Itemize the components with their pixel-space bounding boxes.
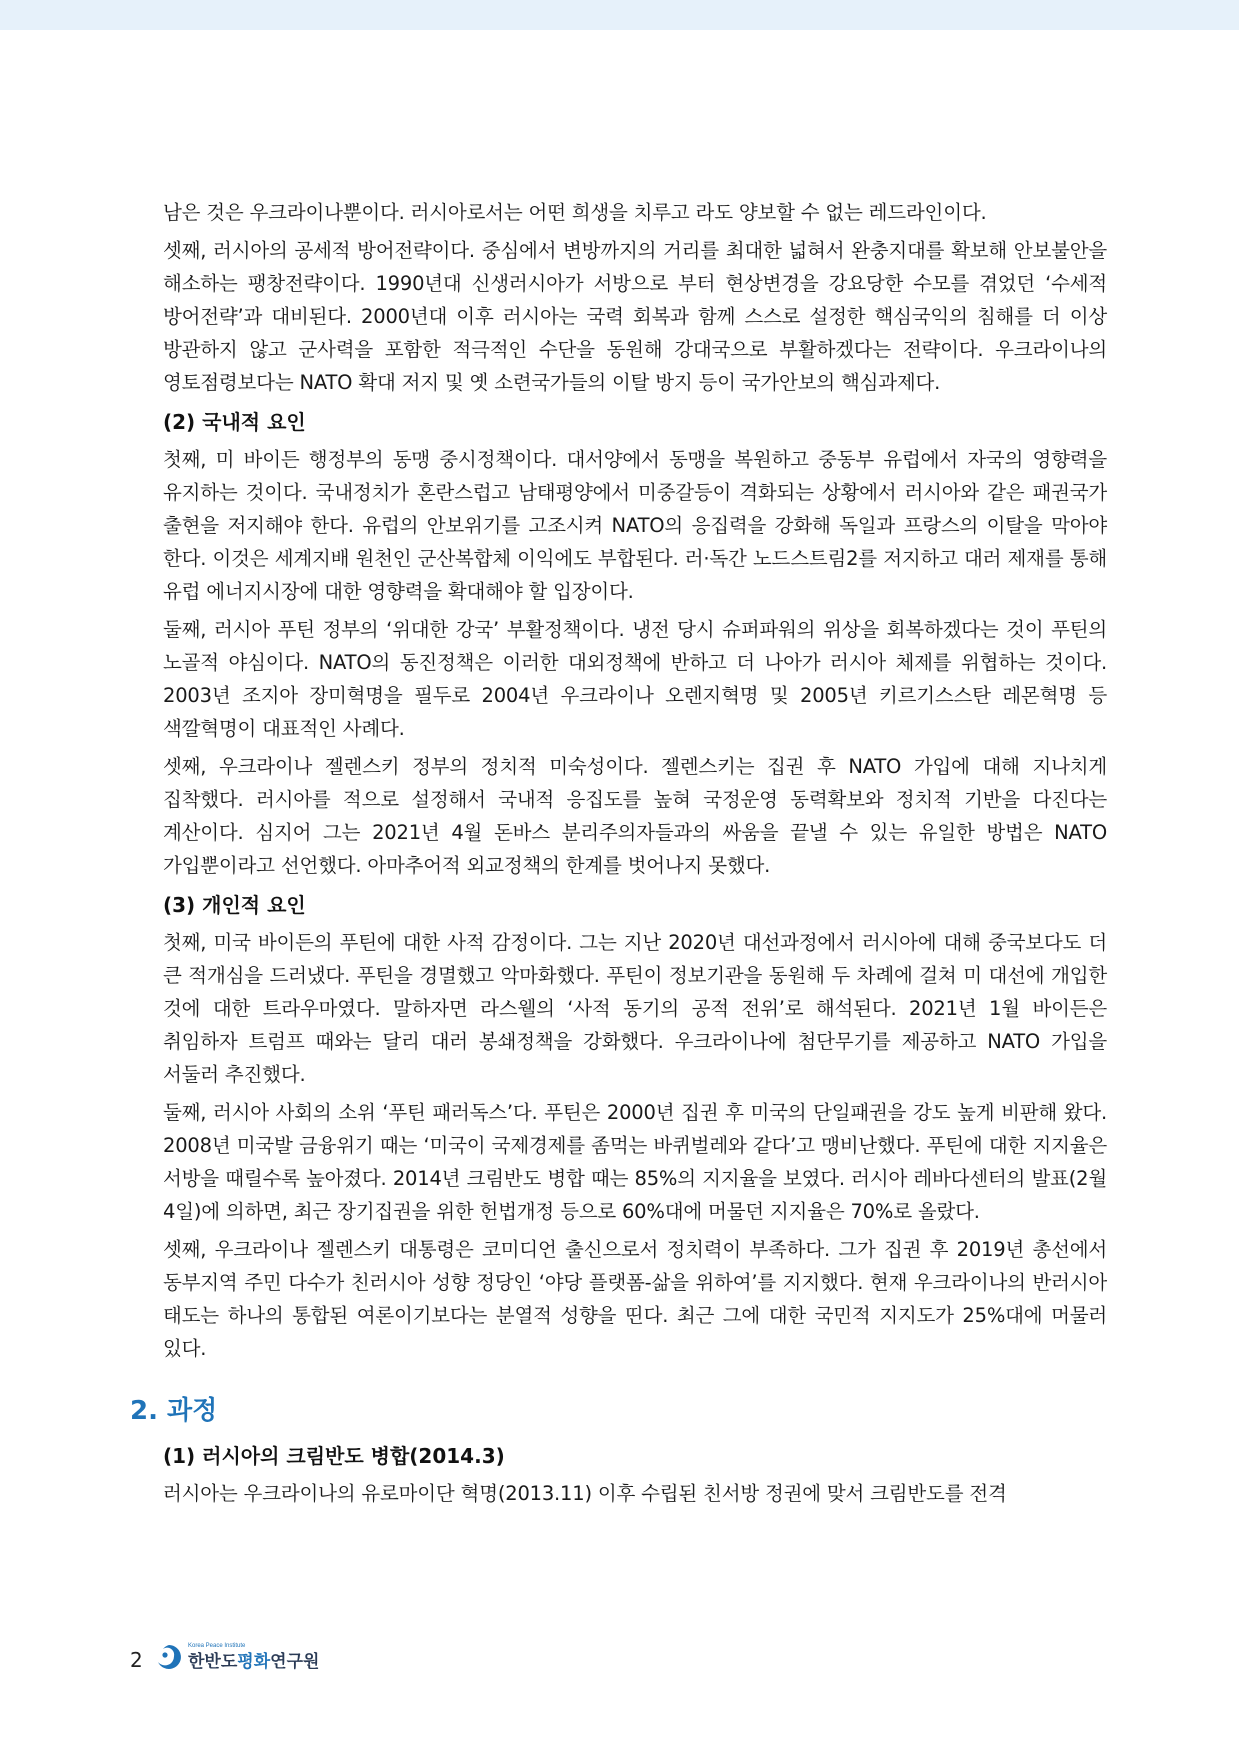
top-band: [0, 0, 1239, 30]
paragraph: 남은 것은 우크라이나뿐이다. 러시아로서는 어떤 희생을 치루고 라도 양보할 수 없는 레드라인이다.: [163, 201, 987, 224]
document-body: [130, 196, 1107, 1515]
page-number: 2: [130, 1648, 143, 1672]
sub-heading-personal: (3) 개인적 요인: [163, 893, 306, 917]
sub-heading-crimea: (1) 러시아의 크림반도 병합(2014.3): [163, 1444, 505, 1468]
logo-korean-text: 한반도평화연구원: [188, 1652, 320, 1672]
sub-heading-domestic: (2) 국내적 요인: [163, 410, 306, 434]
logo-english-text: Korea Peace Institute: [188, 1643, 246, 1649]
institute-logo: [154, 1640, 354, 1680]
peace-swirl-icon: [154, 1642, 184, 1672]
paragraph: 셋째, 우크라이나 젤렌스키 대통령은 코미디언 출신으로서 정치력이 부족하다. 그가 집권 후 2019년 총선에서 동부지역 주민 다수가 친러시아 성향 정당인 ‘야당 플랫폼-삶을 위하여’를 지지했다. 현재 우크라이나의 반러시아 태도는 하나의 통합된 여론이기보다는 분열적 성향을 띤다. 최근 그에 대한 국민적 지지도가 25%대에 머물러 있다.: [163, 1238, 1107, 1360]
paragraph: 첫째, 미 바이든 행정부의 동맹 중시정책이다. 대서양에서 동맹을 복원하고 중동부 유럽에서 자국의 영향력을 유지하는 것이다. 국내정치가 혼란스럽고 남태평양에서 미중갈등이 격화되는 상황에서 러시아와 같은 패권국가 출현을 저지해야 한다. 유럽의 안보위기를 고조시켜 NATO의 응집력을 강화해 독일과 프랑스의 이탈을 막아야 한다. 이것은 세계지배 원천인 군산복합체 이익에도 부합된다. 러·독간 노드스트림2를 저지하고 대러 제재를 통해 유럽 에너지시장에 대한 영향력을 확대해야 할 입장이다.: [163, 448, 1107, 603]
paragraph: 첫째, 미국 바이든의 푸틴에 대한 사적 감정이다. 그는 지난 2020년 대선과정에서 러시아에 대해 중국보다도 더 큰 적개심을 드러냈다. 푸틴을 경멸했고 악마화했다. 푸틴이 정보기관을 동원해 두 차례에 걸쳐 미 대선에 개입한 것에 대한 트라우마였다. 말하자면 라스웰의 ‘사적 동기의 공적 전위’로 해석된다. 2021년 1월 바이든은 취임하자 트럼프 때와는 달리 대러 봉쇄정책을 강화했다. 우크라이나에 첨단무기를 제공하고 NATO 가입을 서둘러 추진했다.: [163, 931, 1107, 1086]
paragraph: 둘째, 러시아 사회의 소위 ‘푸틴 패러독스’다. 푸틴은 2000년 집권 후 미국의 단일패권을 강도 높게 비판해 왔다. 2008년 미국발 금융위기 때는 ‘미국이 국제경제를 좀먹는 바퀴벌레와 같다’고 맹비난했다. 푸틴에 대한 지지율은 서방을 때릴수록 높아졌다. 2014년 크림반도 병합 때는 85%의 지지율을 보였다. 러시아 레바다센터의 발표(2월 4일)에 의하면, 최근 장기집권을 위한 헌법개정 등으로 60%대에 머물던 지지율은 70%로 올랐다.: [163, 1101, 1107, 1223]
paragraph: 셋째, 러시아의 공세적 방어전략이다. 중심에서 변방까지의 거리를 최대한 넓혀서 완충지대를 확보해 안보불안을 해소하는 팽창전략이다. 1990년대 신생러시아가 서방으로 부터 현상변경을 강요당한 수모를 겪었던 ‘수세적 방어전략’과 대비된다. 2000년대 이후 러시아는 국력 회복과 함께 스스로 설정한 핵심국익의 침해를 더 이상 방관하지 않고 군사력을 포함한 적극적인 수단을 동원해 강대국으로 부활하겠다는 전략이다. 우크라이나의 영토점령보다는 NATO 확대 저지 및 옛 소련국가들의 이탈 방지 등이 국가안보의 핵심과제다.: [163, 239, 1107, 394]
page-footer: [130, 1640, 530, 1680]
section-heading: 2. 과정: [130, 1396, 218, 1426]
paragraph: 셋째, 우크라이나 젤렌스키 정부의 정치적 미숙성이다. 젤렌스키는 집권 후 NATO 가입에 대해 지나치게 집착했다. 러시아를 적으로 설정해서 국내적 응집도를 높혀 국정운영 동력확보와 정치적 기반을 다진다는 계산이다. 심지어 그는 2021년 4월 돈바스 분리주의자들과의 싸움을 끝낼 수 있는 유일한 방법은 NATO 가입뿐이라고 선언했다. 아마추어적 외교정책의 한계를 벗어나지 못했다.: [163, 755, 1107, 877]
paragraph: 둘째, 러시아 푸틴 정부의 ‘위대한 강국’ 부활정책이다. 냉전 당시 슈퍼파워의 위상을 회복하겠다는 것이 푸틴의 노골적 야심이다. NATO의 동진정책은 이러한 대외정책에 반하고 더 나아가 러시아 체제를 위협하는 것이다. 2003년 조지아 장미혁명을 필두로 2004년 우크라이나 오렌지혁명 및 2005년 키르기스스탄 레몬혁명 등 색깔혁명이 대표적인 사례다.: [163, 618, 1107, 740]
paragraph: 러시아는 우크라이나의 유로마이단 혁명(2013.11) 이후 수립된 친서방 정권에 맞서 크림반도를 전격: [163, 1482, 1007, 1505]
